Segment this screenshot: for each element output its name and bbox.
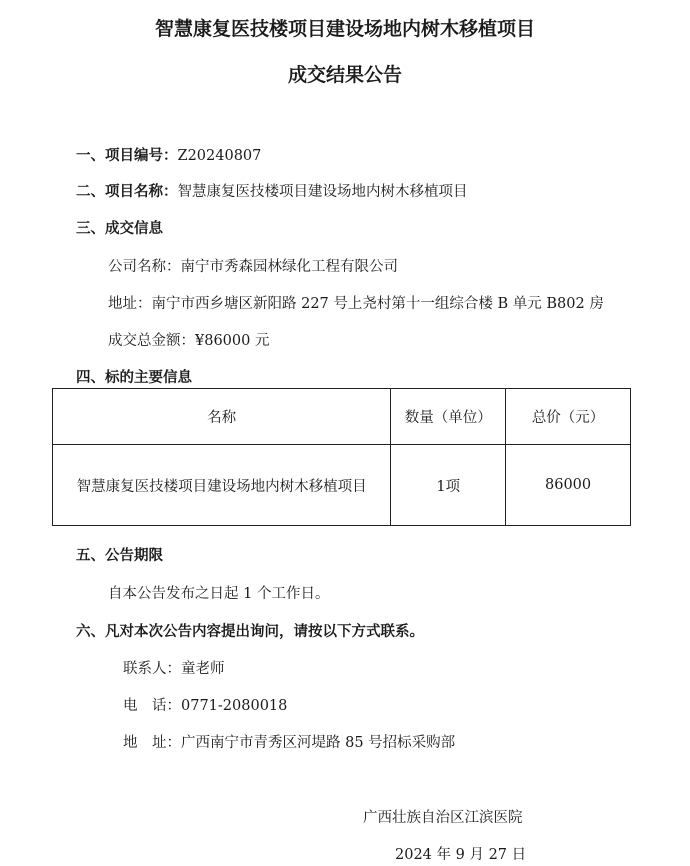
table-header-name: 名称: [53, 389, 391, 445]
period-heading: 五、公告期限: [76, 547, 163, 564]
table-header-row: [53, 389, 631, 445]
document-title: 智慧康复医技楼项目建设场地内树木移植项目: [154, 18, 535, 40]
table-header-quantity: 数量（单位）: [391, 389, 506, 445]
issuing-organization: 广西壮族自治区江滨医院: [363, 810, 523, 826]
company-address-line: 地址：南宁市西乡塘区新阳路 227 号上尧村第十一组综合楼 B 单元 B802 房: [108, 296, 604, 312]
table-header-total: 总价（元）: [506, 389, 631, 445]
subject-info-heading: 四、标的主要信息: [76, 369, 192, 386]
project-name-value: 智慧康复医技楼项目建设场地内树木移植项目: [177, 184, 468, 200]
table-cell-name: 智慧康复医技楼项目建设场地内树木移植项目: [53, 445, 391, 526]
issue-date: 2024 年 9 月 27 日: [395, 847, 527, 863]
table-cell-total: 86000: [506, 445, 631, 526]
deal-amount-line: 成交总金额：¥86000 元: [108, 333, 270, 349]
contact-person-line: 联系人：童老师: [123, 661, 225, 677]
document-subtitle: 成交结果公告: [287, 64, 402, 86]
project-name-label: 二、项目名称：: [76, 183, 178, 200]
inquiry-heading: 六、凡对本次公告内容提出询问，请按以下方式联系。: [76, 623, 424, 640]
deal-info-heading: 三、成交信息: [76, 220, 163, 237]
table-cell-quantity: 1项: [391, 445, 506, 526]
contact-phone-line: 电 话：0771-2080018: [123, 698, 288, 714]
period-text: 自本公告发布之日起 1 个工作日。: [108, 586, 330, 602]
table-row: [53, 445, 631, 526]
project-number-line: [76, 144, 261, 165]
subject-table: [52, 388, 631, 526]
project-name-line: [76, 180, 468, 201]
project-number-label: 一、项目编号：: [76, 147, 178, 164]
project-number-value: Z20240807: [177, 148, 262, 164]
contact-address-line: 地 址：广西南宁市青秀区河堤路 85 号招标采购部: [123, 735, 456, 751]
company-name-line: 公司名称：南宁市秀森园林绿化工程有限公司: [108, 259, 398, 275]
